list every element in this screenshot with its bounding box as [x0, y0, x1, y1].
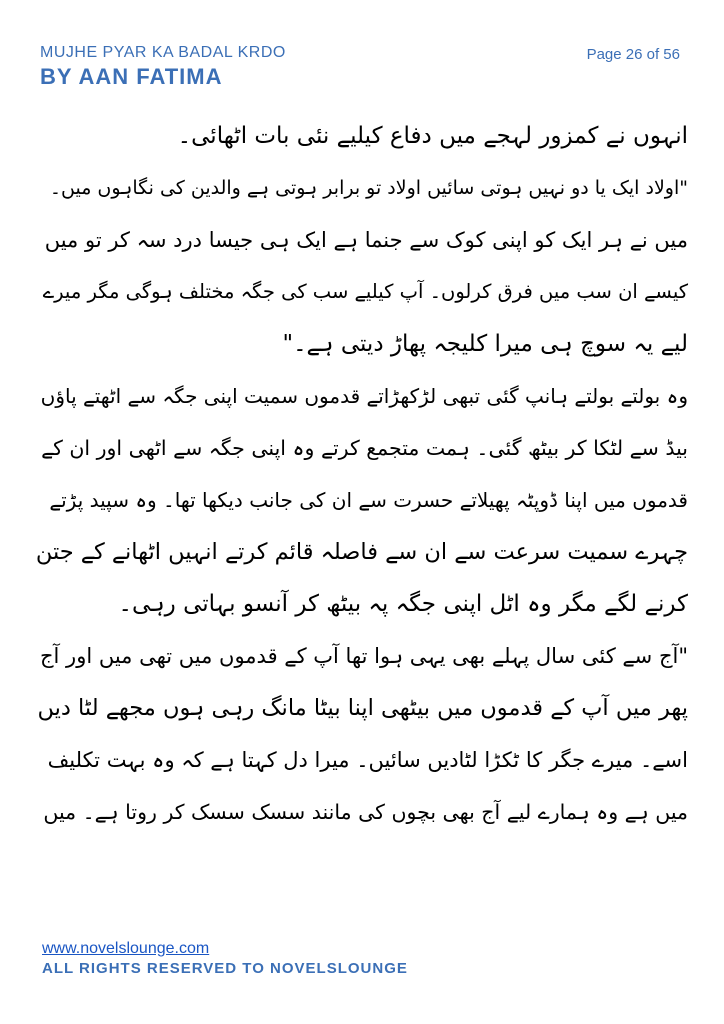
text-line: کرنے لگے مگر وہ اٹل اپنی جگہ پہ بیٹھ کر آنسو بہاتی رہی۔: [118, 591, 688, 617]
text-line: اسے۔ میرے جگر کا ٹکڑا لٹادیں سائیں۔ میرا دل کہتا ہے کہ وہ بہت تکلیف: [47, 748, 688, 772]
text-line: "اولاد ایک یا دو نہیں ہوتی سائیں اولاد تو برابر ہوتی ہے والدین کی نگاہوں میں۔: [49, 177, 688, 199]
story-text: [34, 110, 688, 838]
text-line: وہ بولتے بولتے ہانپ گئی تبھی لڑکھڑاتے قدموں سمیت اپنی جگہ سے اٹھتے پاؤں: [40, 384, 688, 408]
text-line: قدموں میں اپنا ڈوپٹہ پھیلاتے حسرت سے ان کی جانب دیکھا تھا۔ وہ سپید پڑتے: [49, 488, 688, 512]
text-line: میں ہے وہ ہمارے لیے آج بھی بچوں کی مانند سسک سسک کر روتا ہے۔ میں: [43, 800, 688, 824]
text-line: کیسے ان سب میں فرق کرلوں۔ آپ کیلیے سب کی جگہ مختلف ہوگی مگر میرے: [42, 280, 688, 303]
author-name: BY AAN FATIMA: [40, 64, 223, 89]
website-link[interactable]: www.novelslounge.com: [42, 940, 210, 957]
text-line: بیڈ سے لٹکا کر بیٹھ گئی۔ ہمت متجمع کرتے وہ اپنی جگہ سے اٹھی اور ان کے: [41, 436, 688, 460]
text-line: چہرے سمیت سرعت سے ان سے فاصلہ قائم کرتے انہیں اٹھانے کے جتن: [35, 539, 688, 565]
novel-title: MUJHE PYAR KA BADAL KRDO: [40, 44, 286, 61]
page-number: Page 26 of 56: [586, 46, 680, 63]
rights-notice: ALL RIGHTS RESERVED TO NOVELSLOUNGE: [42, 960, 408, 977]
text-line: انہوں نے کمزور لہجے میں دفاع کیلیے نئی بات اٹھائی۔: [177, 123, 688, 149]
text-line: پھر میں آپ کے قدموں میں بیٹھی اپنا بیٹا مانگ رہی ہوں مجھے لٹا دیں: [37, 695, 688, 721]
text-line: "آج سے کئی سال پہلے بھی یہی ہوا تھا آپ کے قدموں میں تھی میں اور آج: [39, 644, 688, 668]
text-line: لیے یہ سوچ ہی میرا کلیجہ پھاڑ دیتی ہے۔": [282, 331, 688, 357]
text-line: میں نے ہر ایک کو اپنی کوک سے جنما ہے ایک ہی جیسا درد سہ کر تو میں: [44, 228, 688, 252]
